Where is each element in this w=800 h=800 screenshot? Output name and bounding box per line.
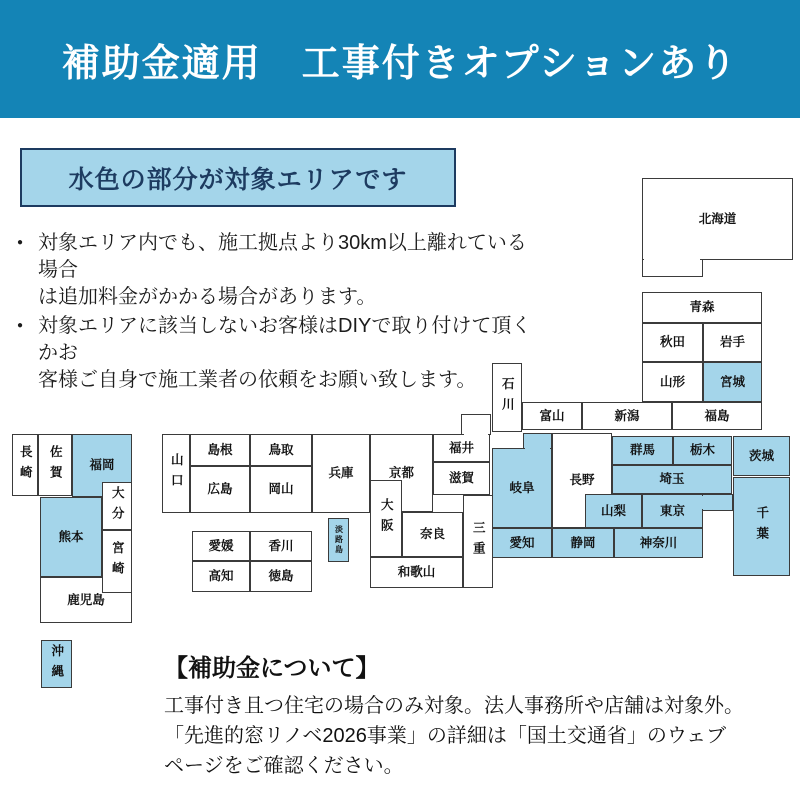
prefecture-hokkaido: 北海道 (642, 178, 793, 260)
prefecture-tokyo: 東京 (642, 494, 703, 528)
prefecture-yamagata: 山形 (642, 362, 703, 402)
prefecture-aichi: 愛知 (492, 528, 552, 558)
prefecture-okayama: 岡山 (250, 466, 312, 513)
prefecture-wakayama: 和歌山 (370, 557, 463, 588)
prefecture-tokyo-ext (702, 494, 733, 511)
banner-title: 補助金適用 工事付きオプションあり (61, 42, 739, 85)
prefecture-mie: 三重 (463, 495, 493, 588)
prefecture-oita: 大分 (102, 482, 132, 530)
subsidy-line: 工事付き且つ住宅の場合のみ対象。法人事務所や店舗は対象外。 (164, 695, 744, 717)
prefecture-yamanashi: 山梨 (585, 494, 642, 528)
map-patch (525, 446, 550, 450)
prefecture-toyama: 富山 (522, 402, 582, 430)
prefecture-fukui: 福井 (433, 434, 490, 462)
prefecture-gifu: 岐阜 (492, 448, 552, 528)
prefecture-aomori: 青森 (642, 292, 762, 323)
prefecture-akita: 秋田 (642, 323, 703, 362)
prefecture-kochi: 高知 (192, 561, 250, 592)
prefecture-nagano: 長野 (552, 433, 612, 528)
prefecture-niigata: 新潟 (582, 402, 672, 430)
map-patch (700, 496, 706, 509)
prefecture-tottori: 鳥取 (250, 434, 312, 466)
note-line: は追加料金がかかる場合があります。 (38, 286, 377, 308)
prefecture-awajishima: 淡路島 (328, 518, 349, 562)
subsidy-line: ページをご確認ください。 (164, 755, 404, 777)
note-line: ● 対象エリア内でも、施工拠点より30km以上離れている場合 (38, 232, 527, 281)
note-line: ● 対象エリアに該当しないお客様はDIYで取り付けて頂くかお (38, 315, 532, 364)
prefecture-kyoto: 京都 (370, 434, 433, 512)
prefecture-nara: 奈良 (402, 512, 463, 557)
prefecture-tokushima: 徳島 (250, 561, 312, 592)
prefecture-saga: 佐賀 (38, 434, 72, 496)
prefecture-shiga: 滋賀 (433, 462, 490, 495)
subsidy-heading: 【補助金について】 (164, 655, 380, 682)
prefecture-gunma: 群馬 (612, 436, 673, 465)
prefecture-shimane: 島根 (190, 434, 250, 466)
prefecture-ehime: 愛媛 (192, 531, 250, 561)
note-line: 客様ご自身で施工業者の依頼をお願い致します。 (38, 369, 477, 391)
prefecture-miyazaki: 宮崎 (102, 530, 132, 593)
prefecture-kagoshima: 鹿児島 (40, 577, 132, 623)
legend-label: 水色の部分が対象エリアです (68, 165, 408, 194)
prefecture-ibaraki: 茨城 (733, 436, 790, 476)
prefecture-iwate: 岩手 (703, 323, 762, 362)
subsidy-info (164, 648, 800, 781)
prefecture-saitama: 埼玉 (612, 465, 732, 494)
prefecture-hokkaido-ext (642, 259, 703, 277)
prefecture-osaka: 大阪 (370, 480, 402, 557)
subsidy-line: 「先進的窓リノベ2026事業」の詳細は「国土交通省」のウェブ (164, 725, 727, 747)
prefecture-tochigi: 栃木 (673, 436, 732, 465)
prefecture-kagawa: 香川 (250, 531, 312, 561)
prefecture-hiroshima: 広島 (190, 466, 250, 513)
prefecture-yamaguchi: 山口 (162, 434, 190, 513)
prefecture-kanagawa: 神奈川 (614, 528, 703, 558)
prefecture-hyogo: 兵庫 (312, 434, 370, 513)
prefecture-okinawa: 沖縄 (41, 640, 72, 688)
prefecture-nagasaki: 長崎 (12, 434, 38, 496)
prefecture-fukushima: 福島 (672, 402, 762, 430)
map-patch (464, 432, 488, 436)
prefecture-kumamoto: 熊本 (40, 497, 102, 577)
prefecture-shizuoka: 静岡 (552, 528, 614, 558)
prefecture-miyagi: 宮城 (703, 362, 762, 402)
prefecture-chiba: 千葉 (733, 477, 790, 576)
prefecture-ishikawa: 石川 (492, 363, 522, 432)
map-patch (644, 257, 700, 261)
prefecture-fukuoka: 福岡 (72, 434, 132, 497)
